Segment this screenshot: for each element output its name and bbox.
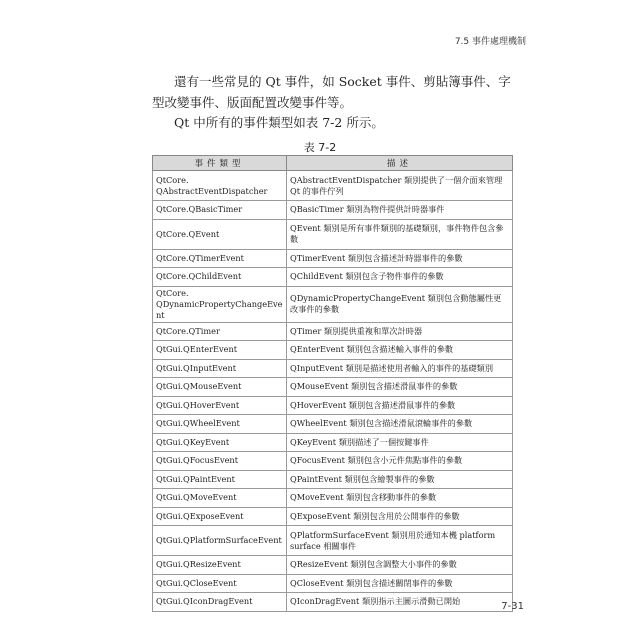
description-cell: QCloseEvent 類別包含描述關閉事件的參數 (287, 574, 513, 593)
table-row (153, 593, 513, 612)
event-type-cell: QtGui.QEnterEvent (153, 341, 287, 360)
description-cell: QDynamicPropertyChangeEvent 類別包含動態屬性更改事件的參數 (287, 286, 513, 322)
event-type-cell: QtCore.QBasicTimer (153, 201, 287, 220)
table-row (153, 489, 513, 508)
description-cell: QPaintEvent 類別包含繪製事件的參數 (287, 470, 513, 489)
running-head: 7.5 事件處理機制 (454, 37, 526, 47)
event-type-cell: QtGui.QExposeEvent (153, 507, 287, 526)
table-row (153, 201, 513, 220)
table-header-row (153, 156, 513, 171)
table-row (153, 574, 513, 593)
description-cell: QHoverEvent 類別包含描述滑鼠事件的參數 (287, 396, 513, 415)
intro-paragraph: 還有一些常見的 Qt 事件，如 Socket 事件、剪貼簿事件、字型改變事件、版面配置改變事件等。 (152, 74, 511, 110)
description-cell: QTimerEvent 類別包含描述計時器事件的參數 (287, 249, 513, 268)
table-row (153, 378, 513, 397)
event-type-cell: QtGui.QInputEvent (153, 359, 287, 378)
table-row (153, 219, 513, 249)
event-type-cell: QtGui.QPaintEvent (153, 470, 287, 489)
description-cell: QKeyEvent 類別描述了一個按鍵事件 (287, 433, 513, 452)
event-type-cell: QtCore.QChildEvent (153, 268, 287, 287)
event-type-cell: QtGui.QFocusEvent (153, 452, 287, 471)
page-number: 7-31 (501, 601, 524, 612)
table-row (153, 268, 513, 287)
table-row (153, 470, 513, 489)
event-type-cell: QtGui.QKeyEvent (153, 433, 287, 452)
description-cell: QAbstractEventDispatcher 類別提供了一個介面來管理 Qt 的事件佇列 (287, 171, 513, 201)
table-row (153, 452, 513, 471)
header-event-type: 事件類型 (153, 156, 287, 171)
event-type-cell: QtGui.QWheelEvent (153, 415, 287, 434)
table-intro-paragraph: Qt 中所有的事件類型如表 7-2 所示。 (174, 115, 384, 130)
table-row (153, 433, 513, 452)
event-type-cell: QtGui.QMouseEvent (153, 378, 287, 397)
event-type-cell: QtCore. QDynamicPropertyChangeEvent (153, 286, 287, 322)
table-row (153, 249, 513, 268)
table-row (153, 359, 513, 378)
description-cell: QResizeEvent 類別包含調整大小事件的參數 (287, 556, 513, 575)
table-row (153, 286, 513, 322)
event-type-cell: QtCore.QEvent (153, 219, 287, 249)
table-row (153, 507, 513, 526)
description-cell: QTimer 類別提供重複和單次計時器 (287, 322, 513, 341)
description-cell: QChildEvent 類別包含子物件事件的參數 (287, 268, 513, 287)
description-cell: QInputEvent 類別是描述使用者輸入的事件的基礎類別 (287, 359, 513, 378)
table-row (153, 526, 513, 556)
table-body (153, 171, 513, 612)
table-row (153, 556, 513, 575)
description-cell: QEnterEvent 類別包含描述輸入事件的參數 (287, 341, 513, 360)
event-type-cell: QtCore.QTimer (153, 322, 287, 341)
event-type-cell: QtGui.QResizeEvent (153, 556, 287, 575)
table-row (153, 322, 513, 341)
event-type-cell: QtCore.QTimerEvent (153, 249, 287, 268)
description-cell: QMoveEvent 類別包含移動事件的參數 (287, 489, 513, 508)
description-cell: QWheelEvent 類別包含描述滑鼠滾輪事件的參數 (287, 415, 513, 434)
event-type-cell: QtGui.QHoverEvent (153, 396, 287, 415)
description-cell: QIconDragEvent 類別指示主圖示滑動已開始 (287, 593, 513, 612)
event-type-cell: QtGui.QPlatformSurfaceEvent (153, 526, 287, 556)
table-row (153, 341, 513, 360)
event-type-cell: QtGui.QCloseEvent (153, 574, 287, 593)
table-row (153, 415, 513, 434)
description-cell: QEvent 類別是所有事件類別的基礎類別，事件物件包含參數 (287, 219, 513, 249)
event-type-cell: QtCore. QAbstractEventDispatcher (153, 171, 287, 201)
table-row (153, 396, 513, 415)
table-caption: 表 7-2 (303, 141, 337, 154)
description-cell: QMouseEvent 類別包含描述滑鼠事件的參數 (287, 378, 513, 397)
description-cell: QPlatformSurfaceEvent 類別用於通知本機 platform surface 相關事件 (287, 526, 513, 556)
event-type-cell: QtGui.QIconDragEvent (153, 593, 287, 612)
description-cell: QBasicTimer 類別為物件提供計時器事件 (287, 201, 513, 220)
description-cell: QExposeEvent 類別包含用於公開事件的參數 (287, 507, 513, 526)
table-row (153, 171, 513, 201)
event-type-cell: QtGui.QMoveEvent (153, 489, 287, 508)
description-cell: QFocusEvent 類別包含小元件焦點事件的參數 (287, 452, 513, 471)
event-types-table (152, 155, 513, 612)
header-description: 描述 (287, 156, 513, 171)
